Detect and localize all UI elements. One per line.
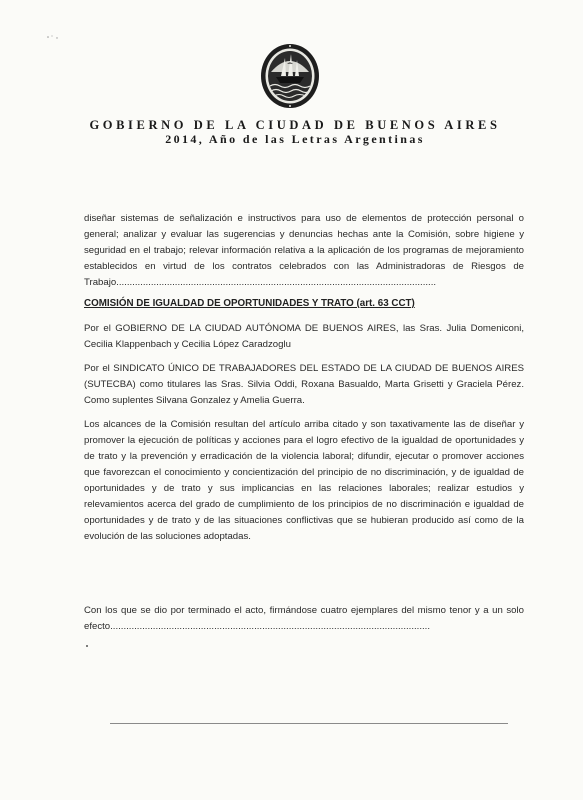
paragraph-closing: Con los que se dio por terminado el acto, firmándose cuatro ejemplares del mismo tenor y a un solo efecto........................................................................................................................ bbox=[84, 605, 524, 632]
year-motto-subtitle: 2014, Año de las Letras Argentinas bbox=[165, 132, 425, 146]
stray-dot-mark bbox=[86, 645, 88, 647]
government-title: GOBIERNO DE LA CIUDAD DE BUENOS AIRES bbox=[89, 118, 501, 132]
paragraph-commission-scope: Los alcances de la Comisión resultan del artículo arriba citado y son taxativamente las de diseñar y promover la ejecución de políticas y acciones para el logro efectivo de la igualdad de oportunidades y de trato y la prevención y erradicación de la violencia laboral; difundir, ejecutar o promover acciones que favorezcan el conocimiento y concientización del principio de no discriminación, y de igualdad de oportunidades y de trato y sus implicancias en las relaciones laborales; realizar estudios y relevamientos acerca del grado de cumplimiento de los principios de no discriminación e igualdad de oportunidades y de trato y de las situaciones conflictivas que se hubieran producido así como de la evolución de las soluciones adoptadas. bbox=[84, 419, 524, 542]
paragraph-government-members: Por el GOBIERNO DE LA CIUDAD AUTÓNOMA DE BUENOS AIRES, las Sras. Julia Domeniconi, Cecilia Klappenbach y Cecilia López Caradzoglu bbox=[84, 323, 524, 350]
scan-speck-icon bbox=[46, 34, 60, 40]
city-coat-of-arms-seal-icon bbox=[259, 42, 321, 110]
paragraph-union-members: Por el SINDICATO ÚNICO DE TRABAJADORES DEL ESTADO DE LA CIUDAD DE BUENOS AIRES (SUTECBA) como titulares las Sras. Silvia Oddi, Roxana Basualdo, Marta Grisetti y Graciela Pérez. Como suplentes Silvana Gonzalez y Amelia Guerra. bbox=[84, 363, 524, 406]
section-heading-equality-commission: COMISIÓN DE IGUALDAD DE OPORTUNIDADES Y TRATO (art. 63 CCT) bbox=[84, 298, 415, 309]
signature-rule-line bbox=[110, 723, 508, 724]
paragraph-safety-functions: diseñar sistemas de señalización e instructivos para uso de elementos de protección personal o general; analizar y evaluar las sugerencias y denuncias hechas ante la Comisión, sobre higiene y seguridad en el trabajo; relevar información relativa a la aplicación de los programas de mejoramiento establecidos en virtud de los contratos celebrados con las Administradoras de Riesgos de Trabajo........................................................................................................................ bbox=[84, 213, 524, 288]
